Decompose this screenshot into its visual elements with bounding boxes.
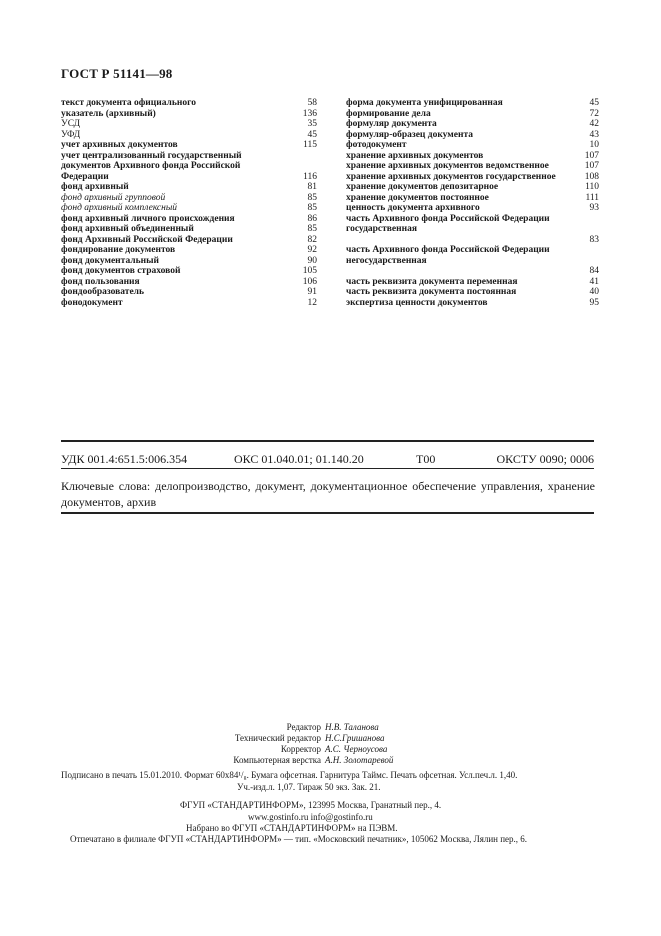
- index-term: учет централизованный государственный документов Архивного фонда Российской Федерации: [61, 150, 242, 182]
- index-page-number: 85: [307, 203, 317, 213]
- index-term: фонд архивный групповой: [61, 192, 166, 203]
- index-term: фонд Архивный Российской Федерации: [61, 234, 233, 245]
- imprint-line-web: www.gostinfo.ru info@gostinfo.ru: [248, 812, 373, 822]
- index-entry: [346, 109, 599, 120]
- index-page-number: 136: [302, 108, 317, 119]
- index-page-number: 105: [302, 266, 317, 276]
- index-term: фондообразователь: [61, 287, 145, 297]
- index-page-number: 93: [589, 203, 599, 213]
- index-page-number: 45: [589, 98, 599, 108]
- too-code: Т00: [416, 452, 436, 466]
- index-entry: [61, 151, 317, 183]
- index-entry: [61, 140, 317, 151]
- index-term: часть реквизита документа переменная: [346, 276, 518, 287]
- index-entry: [61, 298, 317, 309]
- index-entry: [346, 130, 599, 141]
- index-page-number: 92: [307, 245, 317, 255]
- imprint-line-print-run: Уч.-изд.л. 1,07. Тираж 50 экз. Зак. 21.: [237, 782, 381, 792]
- imprint-line-signed: Подписано в печать 15.01.2010. Формат 60x84¹/₈. Бумага офсетная. Гарнитура Таймс. Печать офсетная. Усл.печ.л. 1,40.: [61, 770, 518, 780]
- index-page-number: 42: [589, 119, 599, 129]
- index-entry: [346, 214, 599, 246]
- credit-name: А.С. Черноусова: [325, 744, 388, 754]
- divider-top: [61, 440, 594, 442]
- credit-name: Н.В. Таланова: [325, 722, 379, 732]
- index-page-number: 86: [307, 213, 317, 224]
- index-page-number: 85: [307, 192, 317, 203]
- index-term: УСД: [61, 119, 81, 129]
- credit-layout: [0, 755, 393, 767]
- index-entry: [61, 287, 317, 298]
- index-entry: [61, 109, 317, 120]
- index-entry: [346, 151, 599, 162]
- index-term: хранение архивных документов ведомственное: [346, 161, 549, 171]
- index-entry: [346, 298, 599, 309]
- index-entry: [346, 98, 599, 109]
- index-entry: [346, 287, 599, 298]
- index-column-right: [346, 98, 599, 308]
- index-term: фонодокумент: [61, 297, 123, 308]
- index-term: УФД: [61, 129, 81, 140]
- credit-role: Компьютерная верстка: [233, 755, 321, 765]
- index-page-number: 110: [585, 182, 599, 192]
- index-term: хранение документов постоянное: [346, 192, 489, 203]
- index-term: хранение документов депозитарное: [346, 182, 499, 192]
- index-term: часть реквизита документа постоянная: [346, 287, 517, 297]
- index-entry: [346, 161, 599, 172]
- index-page-number: 90: [307, 255, 317, 266]
- index-term: фонд документов страховой: [61, 266, 181, 276]
- index-page-number: 107: [584, 150, 599, 161]
- index-page-number: 58: [307, 98, 317, 108]
- index-entry: [61, 214, 317, 225]
- credit-role: Редактор: [286, 722, 321, 732]
- index-page-number: 40: [589, 287, 599, 297]
- document-header: ГОСТ Р 51141—98: [61, 66, 173, 81]
- index-page-number: 85: [307, 224, 317, 234]
- divider-bottom: [61, 512, 594, 514]
- index-page-number: 111: [585, 192, 599, 203]
- credit-role: Технический редактор: [234, 733, 321, 743]
- index-page-number: 82: [307, 234, 317, 245]
- index-page-number: 81: [307, 182, 317, 192]
- index-term: фотодокумент: [346, 140, 407, 150]
- index-term: фонд документальный: [61, 255, 159, 266]
- index-term: ценность документа архивного: [346, 203, 480, 213]
- index-term: формуляр документа: [346, 119, 437, 129]
- credit-role: Корректор: [280, 744, 321, 754]
- index-term: форма документа унифицированная: [346, 98, 503, 108]
- imprint-line-publisher: ФГУП «СТАНДАРТИНФОРМ», 123995 Москва, Гранатный пер., 4.: [180, 800, 442, 810]
- index-page-number: 95: [589, 297, 599, 308]
- index-page-number: 106: [302, 276, 317, 287]
- index-page-number: 108: [584, 171, 599, 182]
- index-page-number: 43: [589, 129, 599, 140]
- index-page-number: 45: [307, 129, 317, 140]
- index-page-number: 84: [589, 266, 599, 276]
- index-entry: [61, 266, 317, 277]
- index-entry: [61, 235, 317, 246]
- index-entry: [61, 193, 317, 204]
- index-entry: [346, 119, 599, 130]
- index-term: формирование дела: [346, 108, 431, 119]
- index-entry: [346, 203, 599, 214]
- index-entry: [61, 119, 317, 130]
- index-entry: [346, 172, 599, 183]
- index-term: указатель (архивный): [61, 108, 156, 119]
- credit-tech-editor: [0, 733, 384, 745]
- index-entry: [61, 224, 317, 235]
- index-entry: [61, 245, 317, 256]
- index-term: фонд архивный личного происхождения: [61, 213, 235, 224]
- index-page-number: 107: [584, 161, 599, 171]
- index-term: фондирование документов: [61, 245, 176, 255]
- index-entry: [346, 277, 599, 288]
- imprint-line-typeset: Набрано во ФГУП «СТАНДАРТИНФОРМ» на ПЭВМ.: [186, 823, 398, 833]
- index-term: фонд архивный комплексный: [61, 203, 178, 213]
- imprint-line-printed: Отпечатано в филиале ФГУП «СТАНДАРТИНФОРМ» — тип. «Московский печатник», 105062 Москва, Лялин пер., 6.: [70, 834, 528, 844]
- index-entry: [61, 130, 317, 141]
- index-term: экспертиза ценности документов: [346, 297, 488, 308]
- index-entry: [61, 203, 317, 214]
- index-entry: [61, 256, 317, 267]
- index-page-number: 116: [303, 171, 317, 182]
- index-term: фонд пользования: [61, 276, 140, 287]
- keywords: Ключевые слова: делопроизводство, документ, документационное обеспечение управления, хранение документов, архив: [61, 479, 595, 509]
- credit-corrector: [0, 744, 387, 756]
- index-page-number: 83: [589, 234, 599, 245]
- oks-code: ОКС 01.040.01; 01.140.20: [234, 452, 364, 466]
- index-term: хранение архивных документов государственное: [346, 171, 556, 182]
- index-entry: [61, 277, 317, 288]
- index-page-number: 72: [589, 108, 599, 119]
- index-entry: [346, 140, 599, 151]
- index-term: фонд архивный объединенный: [61, 224, 194, 234]
- index-term: часть Архивного фонда Российской Федерации государственная: [346, 213, 550, 234]
- index-page-number: 91: [307, 287, 317, 297]
- credit-editor: [0, 722, 379, 734]
- divider-mid: [61, 468, 594, 469]
- index-term: учет архивных документов: [61, 140, 178, 150]
- index-entry: [61, 182, 317, 193]
- index-entry: [346, 245, 599, 277]
- index-entry: [346, 193, 599, 204]
- credit-name: А.Н. Золотаревой: [325, 755, 394, 765]
- index-term: часть Архивного фонда Российской Федерации негосударственная: [346, 245, 550, 266]
- index-entry: [61, 98, 317, 109]
- index-entry: [346, 182, 599, 193]
- udk-code: УДК 001.4:651.5:006.354: [61, 452, 188, 466]
- index-page-number: 35: [307, 119, 317, 129]
- credit-name: Н.С.Гришанова: [325, 733, 385, 743]
- index-term: текст документа официального: [61, 98, 196, 108]
- index-page-number: 12: [307, 297, 317, 308]
- index-page-number: 41: [589, 276, 599, 287]
- index-page-number: 115: [303, 140, 317, 150]
- okstu-code: ОКСТУ 0090; 0006: [496, 452, 594, 466]
- index-term: хранение архивных документов: [346, 150, 484, 161]
- index-page-number: 10: [589, 140, 599, 150]
- index-column-left: [61, 98, 317, 308]
- index-term: формуляр-образец документа: [346, 129, 473, 140]
- index-term: фонд архивный: [61, 182, 129, 192]
